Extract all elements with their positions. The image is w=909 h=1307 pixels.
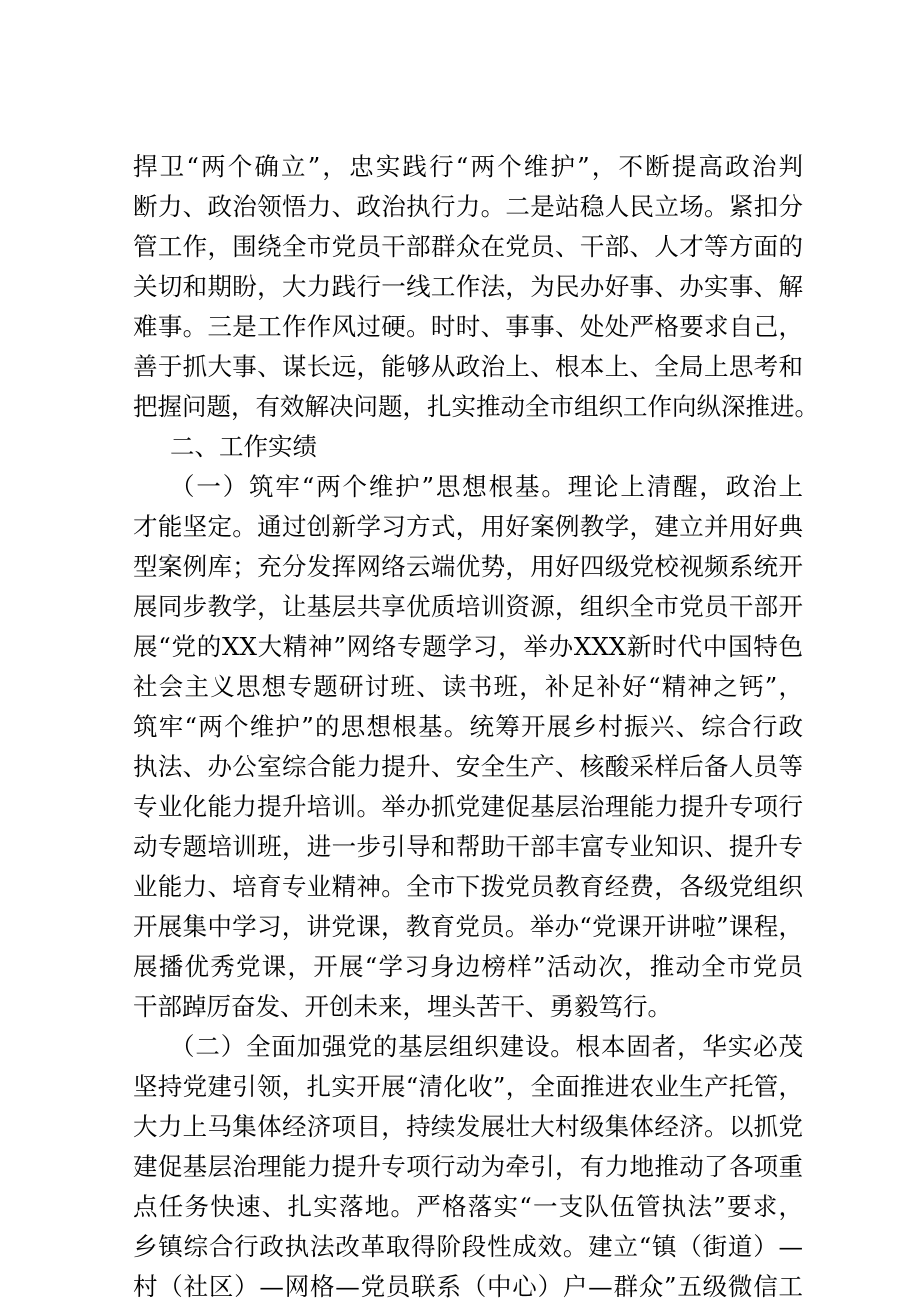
text-line: 关切和期盼，大力践行一线工作法，为民办好事、办实事、解 [133, 272, 803, 301]
text-line: 坚持党建引领，扎实开展“清化收”，全面推进农业生产托管， [133, 1072, 803, 1101]
text-line: 乡镇综合行政执法改革取得阶段性成效。建立“镇（街道）— [133, 1232, 803, 1261]
text-line: 管工作，围绕全市党员干部群众在党员、干部、人才等方面的 [133, 232, 803, 261]
text-line: 把握问题，有效解决问题，扎实推动全市组织工作向纵深推进。 [133, 392, 819, 421]
text-line: 干部踔厉奋发、开创未来，埋头苦干、勇毅笃行。 [133, 992, 672, 1021]
text-line: 执法、办公室综合能力提升、安全生产、核酸采样后备人员等 [133, 752, 803, 781]
text-line: 大力上马集体经济项目，持续发展壮大村级集体经济。以抓党 [133, 1112, 803, 1141]
text-line: 筑牢“两个维护”的思想根基。统筹开展乡村振兴、综合行政 [133, 712, 803, 741]
text-line: 动专题培训班，进一步引导和帮助干部丰富专业知识、提升专 [133, 832, 803, 861]
text-line: 展播优秀党课，开展“学习身边榜样”活动次，推动全市党员 [133, 952, 803, 981]
text-line: 建促基层治理能力提升专项行动为牵引，有力地推动了各项重 [133, 1152, 803, 1181]
text-line: 善于抓大事、谋长远，能够从政治上、根本上、全局上思考和 [133, 352, 803, 381]
text-line: 村（社区）—网格—党员联系（中心）户—群众”五级微信工 [133, 1272, 803, 1301]
text-line: 展“党的XX大精神”网络专题学习，举办XXX新时代中国特色 [133, 632, 803, 661]
section-heading: 二、工作实绩 [170, 432, 317, 461]
text-line: 开展集中学习，讲党课，教育党员。举办“党课开讲啦”课程， [133, 912, 803, 941]
text-line: 专业化能力提升培训。举办抓党建促基层治理能力提升专项行 [133, 792, 803, 821]
text-line: 社会主义思想专题研讨班、读书班，补足补好“精神之钙”， [133, 672, 803, 701]
text-line: 展同步教学，让基层共享优质培训资源，组织全市党员干部开 [133, 592, 803, 621]
text-line: 业能力、培育专业精神。全市下拨党员教育经费，各级党组织 [133, 872, 803, 901]
subsection-heading-line: （一）筑牢“两个维护”思想根基。理论上清醒，政治上 [170, 472, 803, 501]
subsection-heading-line: （二）全面加强党的基层组织建设。根本固者，华实必茂 [170, 1032, 803, 1061]
text-line: 难事。三是工作作风过硬。时时、事事、处处严格要求自己， [133, 312, 803, 341]
text-line: 捍卫“两个确立”，忠实践行“两个维护”，不断提高政治判 [133, 152, 803, 181]
text-line: 型案例库；充分发挥网络云端优势，用好四级党校视频系统开 [133, 552, 803, 581]
text-line: 断力、政治领悟力、政治执行力。二是站稳人民立场。紧扣分 [133, 192, 803, 221]
text-line: 点任务快速、扎实落地。严格落实“一支队伍管执法”要求， [133, 1192, 803, 1221]
text-line: 才能坚定。通过创新学习方式，用好案例教学，建立并用好典 [133, 512, 803, 541]
